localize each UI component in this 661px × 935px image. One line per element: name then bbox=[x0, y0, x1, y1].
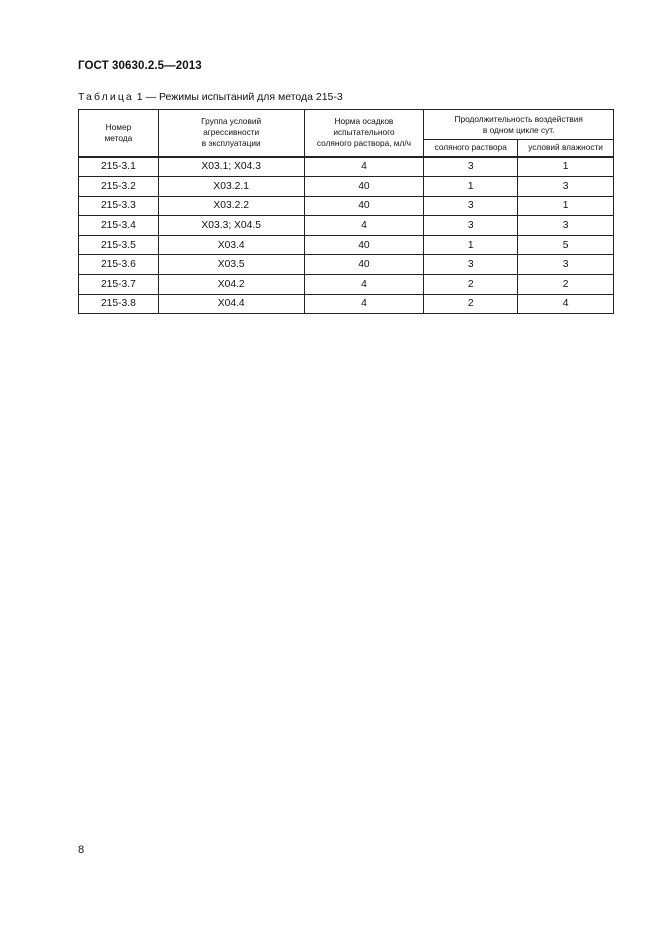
table-row bbox=[79, 196, 614, 216]
cell-precipitation-norm: 40 bbox=[304, 177, 424, 197]
header-salt-solution: соляного раствора bbox=[424, 140, 518, 157]
cell-salt-solution-days: 2 bbox=[424, 294, 518, 314]
cell-precipitation-norm: 4 bbox=[304, 157, 424, 177]
cell-salt-solution-days: 2 bbox=[424, 275, 518, 295]
table-row bbox=[79, 235, 614, 255]
table-row bbox=[79, 216, 614, 236]
cell-humidity-days: 3 bbox=[518, 177, 614, 197]
header-exposure-duration: Продолжительность воздействия в одном цикле сут. bbox=[424, 110, 614, 140]
cell-method-number: 215-3.4 bbox=[79, 216, 159, 236]
cell-method-number: 215-3.5 bbox=[79, 235, 159, 255]
table-caption-label: Таблица bbox=[78, 91, 134, 103]
test-modes-table bbox=[78, 109, 614, 314]
cell-precipitation-norm: 4 bbox=[304, 275, 424, 295]
table-row bbox=[79, 275, 614, 295]
cell-humidity-days: 1 bbox=[518, 196, 614, 216]
cell-operating-group: Х04.2 bbox=[158, 275, 304, 295]
cell-salt-solution-days: 1 bbox=[424, 177, 518, 197]
cell-salt-solution-days: 1 bbox=[424, 235, 518, 255]
cell-precipitation-norm: 4 bbox=[304, 216, 424, 236]
cell-method-number: 215-3.2 bbox=[79, 177, 159, 197]
table-caption bbox=[78, 91, 343, 103]
document-id: ГОСТ 30630.2.5—2013 bbox=[78, 60, 202, 72]
header-operating-group: Группа условий агрессивности в эксплуатации bbox=[158, 110, 304, 157]
cell-humidity-days: 5 bbox=[518, 235, 614, 255]
cell-humidity-days: 3 bbox=[518, 255, 614, 275]
cell-humidity-days: 2 bbox=[518, 275, 614, 295]
cell-operating-group: Х03.2.1 bbox=[158, 177, 304, 197]
cell-salt-solution-days: 3 bbox=[424, 157, 518, 177]
cell-method-number: 215-3.1 bbox=[79, 157, 159, 177]
cell-precipitation-norm: 40 bbox=[304, 196, 424, 216]
cell-method-number: 215-3.8 bbox=[79, 294, 159, 314]
cell-precipitation-norm: 4 bbox=[304, 294, 424, 314]
cell-operating-group: Х03.5 bbox=[158, 255, 304, 275]
table-body bbox=[79, 157, 614, 314]
cell-precipitation-norm: 40 bbox=[304, 235, 424, 255]
cell-operating-group: Х03.4 bbox=[158, 235, 304, 255]
table-caption-title: 1 — Режимы испытаний для метода 215-3 bbox=[133, 91, 343, 103]
cell-salt-solution-days: 3 bbox=[424, 196, 518, 216]
cell-operating-group: Х03.3; Х04.5 bbox=[158, 216, 304, 236]
cell-salt-solution-days: 3 bbox=[424, 216, 518, 236]
cell-humidity-days: 3 bbox=[518, 216, 614, 236]
cell-method-number: 215-3.3 bbox=[79, 196, 159, 216]
cell-humidity-days: 1 bbox=[518, 157, 614, 177]
cell-operating-group: Х03.1; Х04.3 bbox=[158, 157, 304, 177]
table-row bbox=[79, 177, 614, 197]
cell-salt-solution-days: 3 bbox=[424, 255, 518, 275]
cell-method-number: 215-3.7 bbox=[79, 275, 159, 295]
cell-operating-group: Х03.2.2 bbox=[158, 196, 304, 216]
cell-humidity-days: 4 bbox=[518, 294, 614, 314]
table-row bbox=[79, 255, 614, 275]
page-number: 8 bbox=[78, 844, 85, 856]
header-precipitation-norm: Норма осадков испытательного соляного раствора, мл/ч bbox=[304, 110, 424, 157]
header-method-number: Номер метода bbox=[79, 110, 159, 157]
table-row bbox=[79, 157, 614, 177]
cell-operating-group: Х04.4 bbox=[158, 294, 304, 314]
table-row bbox=[79, 294, 614, 314]
header-humidity: условий влажности bbox=[518, 140, 614, 157]
cell-method-number: 215-3.6 bbox=[79, 255, 159, 275]
cell-precipitation-norm: 40 bbox=[304, 255, 424, 275]
